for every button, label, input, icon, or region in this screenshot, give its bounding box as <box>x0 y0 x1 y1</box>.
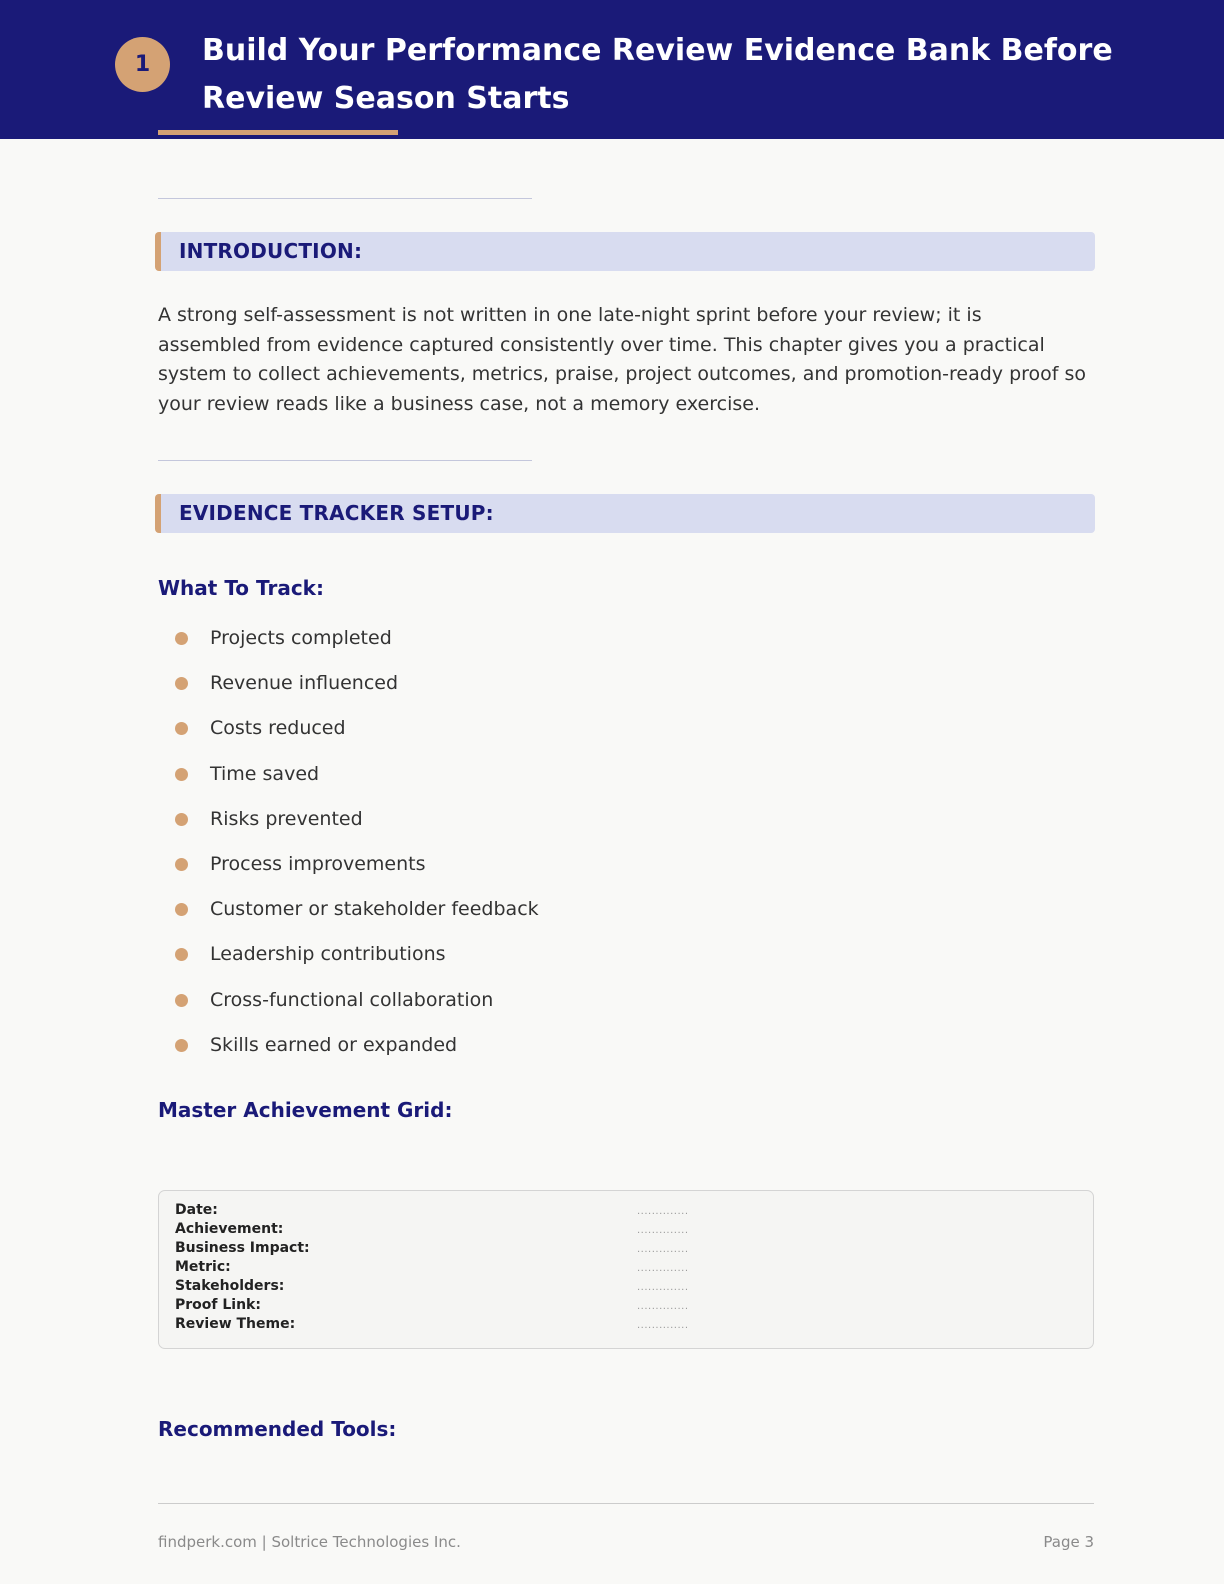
bullet-icon <box>175 813 188 826</box>
grid-value-blank[interactable]: .............. <box>637 1206 689 1217</box>
recommended-tools-heading: Recommended Tools: <box>158 1417 397 1441</box>
bullet-icon <box>175 768 188 781</box>
grid-value-blank[interactable]: .............. <box>637 1263 689 1274</box>
chapter-title: Build Your Performance Review Evidence Bank Before Review Season Starts <box>202 33 1113 116</box>
grid-row-date <box>175 1201 1075 1220</box>
grid-label: Review Theme: <box>175 1316 296 1332</box>
list-item-label: Projects completed <box>210 627 392 649</box>
bullet-icon <box>175 858 188 871</box>
list-item <box>158 671 758 716</box>
bullet-icon <box>175 1039 188 1052</box>
page-number: Page 3 <box>1043 1533 1094 1551</box>
list-item <box>158 897 758 942</box>
grid-row-metric <box>175 1258 1075 1277</box>
list-item-label: Risks prevented <box>210 807 363 830</box>
bullet-icon <box>175 632 188 645</box>
grid-label: Business Impact: <box>175 1240 310 1256</box>
section-divider <box>158 198 532 199</box>
introduction-heading: INTRODUCTION: <box>179 239 363 263</box>
evidence-tracker-heading: EVIDENCE TRACKER SETUP: <box>179 501 494 525</box>
list-item-label: Leadership contributions <box>210 943 446 966</box>
bullet-icon <box>175 994 188 1007</box>
bullet-icon <box>175 903 188 916</box>
list-item-label: Revenue influenced <box>210 672 399 695</box>
list-item-label: Costs reduced <box>210 717 346 740</box>
list-item-label: Time saved <box>210 762 320 785</box>
list-item <box>158 1033 758 1078</box>
list-item <box>158 716 758 761</box>
list-item <box>158 762 758 807</box>
grid-row-business-impact <box>175 1239 1075 1258</box>
grid-label: Proof Link: <box>175 1297 261 1313</box>
grid-value-blank[interactable]: .............. <box>637 1225 689 1236</box>
bullet-icon <box>175 948 188 961</box>
grid-row-proof-link <box>175 1296 1075 1315</box>
chapter-number-badge: 1 <box>115 37 170 92</box>
list-item <box>158 807 758 852</box>
list-item-label: Skills earned or expanded <box>210 1033 458 1056</box>
chapter-header <box>0 0 1224 139</box>
grid-row-achievement <box>175 1220 1075 1239</box>
introduction-section-bar <box>155 232 1095 271</box>
footer-source: findperk.com | Soltrice Technologies Inc. <box>158 1533 461 1551</box>
introduction-body: A strong self-assessment is not written in one late-night sprint before your review; it is assembled from evidence captured consistently over time. This chapter gives you a practical system to collect achievements, metrics, praise, project outcomes, and promotion-ready proof so your review reads like a business case, not a memory exercise. <box>158 304 1087 415</box>
grid-label: Achievement: <box>175 1221 284 1237</box>
grid-value-blank[interactable]: .............. <box>637 1301 689 1312</box>
grid-value-blank[interactable]: .............. <box>637 1282 689 1293</box>
grid-value-blank[interactable]: .............. <box>637 1320 689 1331</box>
master-achievement-grid <box>158 1190 1094 1349</box>
grid-row-review-theme <box>175 1315 1075 1334</box>
grid-label: Date: <box>175 1202 218 1218</box>
list-item-label: Customer or stakeholder feedback <box>210 898 539 921</box>
list-item <box>158 852 758 897</box>
what-to-track-heading: What To Track: <box>158 576 324 600</box>
list-item <box>158 988 758 1033</box>
footer-divider <box>158 1503 1094 1504</box>
list-item <box>158 626 758 671</box>
bullet-icon <box>175 722 188 735</box>
section-divider <box>158 460 532 461</box>
list-item <box>158 942 758 987</box>
evidence-tracker-section-bar <box>155 494 1095 533</box>
grid-label: Stakeholders: <box>175 1278 285 1294</box>
master-achievement-grid-heading: Master Achievement Grid: <box>158 1098 453 1122</box>
bullet-icon <box>175 677 188 690</box>
what-to-track-list <box>158 626 758 1078</box>
grid-value-blank[interactable]: .............. <box>637 1244 689 1255</box>
list-item-label: Cross-functional collaboration <box>210 988 494 1011</box>
grid-row-stakeholders <box>175 1277 1075 1296</box>
list-item-label: Process improvements <box>210 852 426 875</box>
title-accent-underline <box>158 130 398 135</box>
grid-label: Metric: <box>175 1259 231 1275</box>
